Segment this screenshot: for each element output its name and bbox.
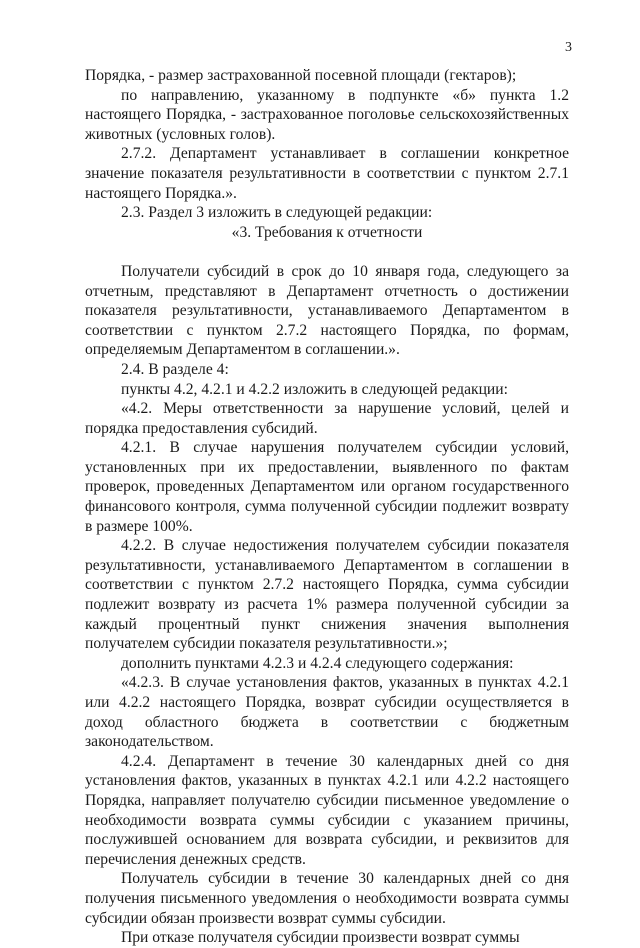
paragraph: Получатели субсидий в срок до 10 января года, следующего за отчетным, представляют в Департамент отчетность о достижении показателя результативности, устанавливаемого Департаментом в соответствии с пунктом 2.7.2 настоящего Порядка, по формам, определяемым Департаментом в соглашении.». bbox=[85, 262, 569, 359]
paragraph: Порядка, - размер застрахованной посевной площади (гектаров); bbox=[85, 67, 517, 84]
paragraph: 2.4. В разделе 4: bbox=[121, 360, 229, 378]
section-heading: «3. Требования к отчетности bbox=[231, 223, 423, 241]
paragraph: При отказе получателя субсидии произвести возврат суммы bbox=[121, 929, 520, 947]
paragraph: 4.2.4. Департамент в течение 30 календарных дней со дня установления фактов, указанных в пунктах 4.2.1 или 4.2.2 настоящего Порядка, направляет получателю субсидии письменное уведомление о необходимости возврата суммы субсидии с указанием причины, послужившей основанием для возврата субсидии, и реквизитов для перечисления денежных средств. bbox=[85, 752, 569, 868]
paragraph: Получатель субсидии в течение 30 календарных дней со дня получения письменного уведомления о необходимости возврата суммы субсидии обязан произвести возврат суммы субсидии. bbox=[85, 870, 569, 927]
paragraph: «4.2. Меры ответственности за нарушение условий, целей и порядка предоставления субсидий. bbox=[85, 400, 569, 437]
document-body bbox=[85, 66, 569, 948]
paragraph: 2.3. Раздел 3 изложить в следующей редакции: bbox=[121, 204, 433, 222]
paragraph: «4.2.3. В случае установления фактов, указанных в пунктах 4.2.1 или 4.2.2 настоящего Порядка, возврат субсидии осуществляется в доход областного бюджета в соответствии с бюджетным законодательством. bbox=[85, 674, 569, 751]
paragraph: дополнить пунктами 4.2.3 и 4.2.4 следующего содержания: bbox=[121, 654, 514, 672]
page-number: 3 bbox=[565, 40, 572, 55]
paragraph: 4.2.1. В случае нарушения получателем субсидии условий, установленных при их предоставлении, выявленного по фактам проверок, проведенных Департаментом или органом государственного финансового контроля, сумма полученной субсидии подлежит возврату в размере 100%. bbox=[85, 439, 569, 535]
paragraph: пункты 4.2, 4.2.1 и 4.2.2 изложить в следующей редакции: bbox=[121, 380, 508, 398]
paragraph: 2.7.2. Департамент устанавливает в соглашении конкретное значение показателя результативности в соответствии с пунктом 2.7.1 настоящего Порядка.». bbox=[85, 145, 569, 202]
paragraph: 4.2.2. В случае недостижения получателем субсидии показателя результативности, устанавливаемого Департаментом в соглашении в соответствии с пунктом 2.7.2 настоящего Порядка, сумма субсидии подлежит возврату из расчета 1% размера полученной субсидии за каждый процентный пункт снижения значения выполнения получателем субсидии показателя результативности.»; bbox=[85, 537, 569, 653]
paragraph-gap bbox=[85, 242, 569, 262]
paragraph: по направлению, указанному в подпункте «б» пункта 1.2 настоящего Порядка, - застрахованное поголовье сельскохозяйственных животных (условных голов). bbox=[85, 86, 569, 143]
